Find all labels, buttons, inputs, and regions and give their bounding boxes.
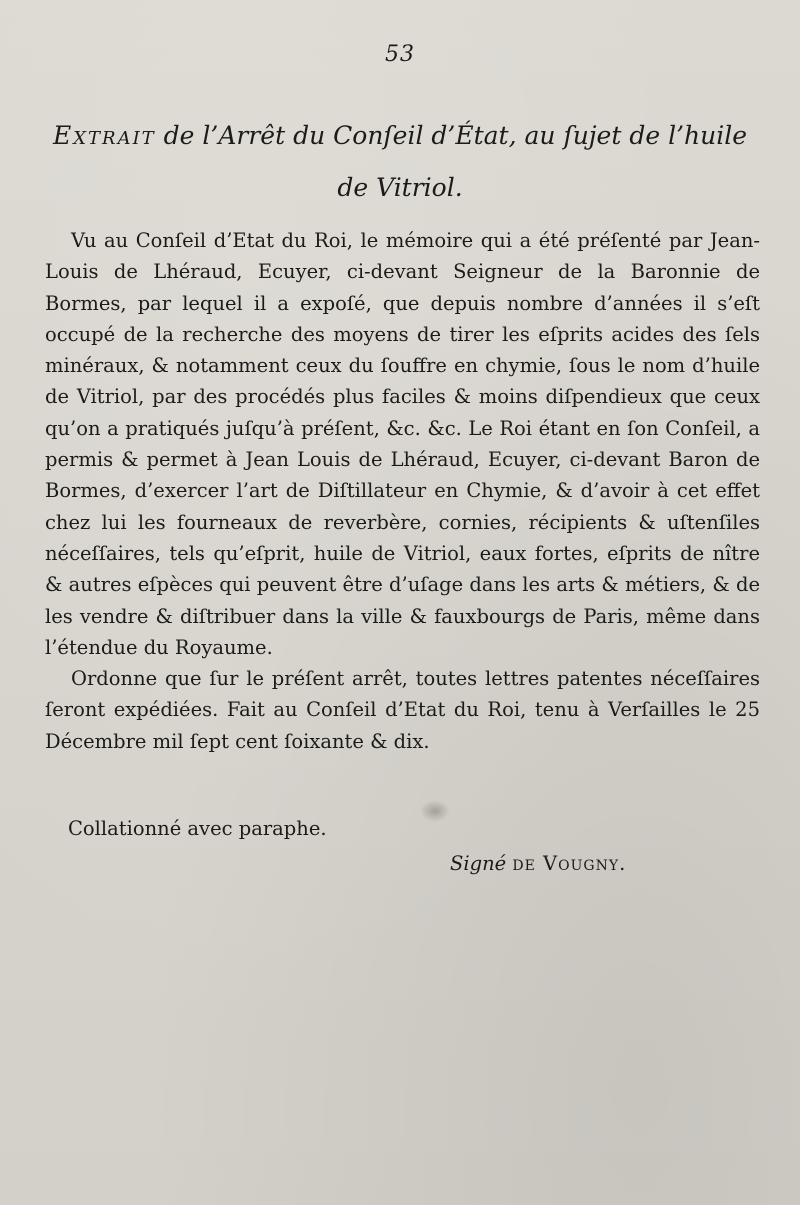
signature-prefix: Signé [450, 852, 507, 875]
title-lead: Extrait [52, 121, 156, 150]
paragraph-2: Ordonne que ſur le préſent arrêt, toutes lettres patentes néceſſaires ſeront expédiées. Fait au Conſeil d’Etat du Roi, tenu à Verſailles le 25 Décembre mil ſept cent ſoixante & dix. [45, 667, 760, 753]
title-rest: de l’Arrêt du Conſeil d’État, au ſujet de l’huile [163, 121, 748, 150]
signature [450, 852, 626, 875]
page-number: 53 [385, 42, 415, 67]
paragraph-1: Vu au Conſeil d’Etat du Roi, le mémoire qui a été préſenté par Jean-Louis de Lhéraud, Ecuyer, ci-devant Seigneur de la Baronnie de Bormes, par lequel il a expoſé, que depuis nombre d’années il s’eſt occupé de la recherche des moyens de tirer les eſprits acides des ſels minéraux, & notamment ceux du ſouffre en chymie, ſous le nom d’huile de Vitriol, par des procédés plus faciles & moins diſpendieux que ceux qu’on a pratiqués juſqu’à préſent, &c. &c. Le Roi étant en ſon Conſeil, a permis & permet à Jean Louis de Lhéraud, Ecuyer, ci-devant Baron de Bormes, d’exercer l’art de Diſtillateur en Chymie, & d’avoir à cet effet chez lui les fourneaux de reverbère, cornies, récipients & uſtenſiles néceſſaires, tels qu’eſprit, huile de Vitriol, eaux fortes, eſprits de nître & autres eſpèces qui peuvent être d’uſage dans les arts & métiers, & de les vendre & diſtribuer dans la ville & fauxbourgs de Paris, même dans l’étendue du Royaume. [45, 229, 760, 659]
ink-smudge [420, 800, 450, 822]
page-title [30, 110, 770, 214]
signature-name: de Vougny. [512, 852, 627, 875]
body-text [45, 225, 760, 757]
closing-line: Collationné avec paraphe. [68, 817, 327, 840]
title-line-2: de Vitriol. [337, 173, 463, 202]
